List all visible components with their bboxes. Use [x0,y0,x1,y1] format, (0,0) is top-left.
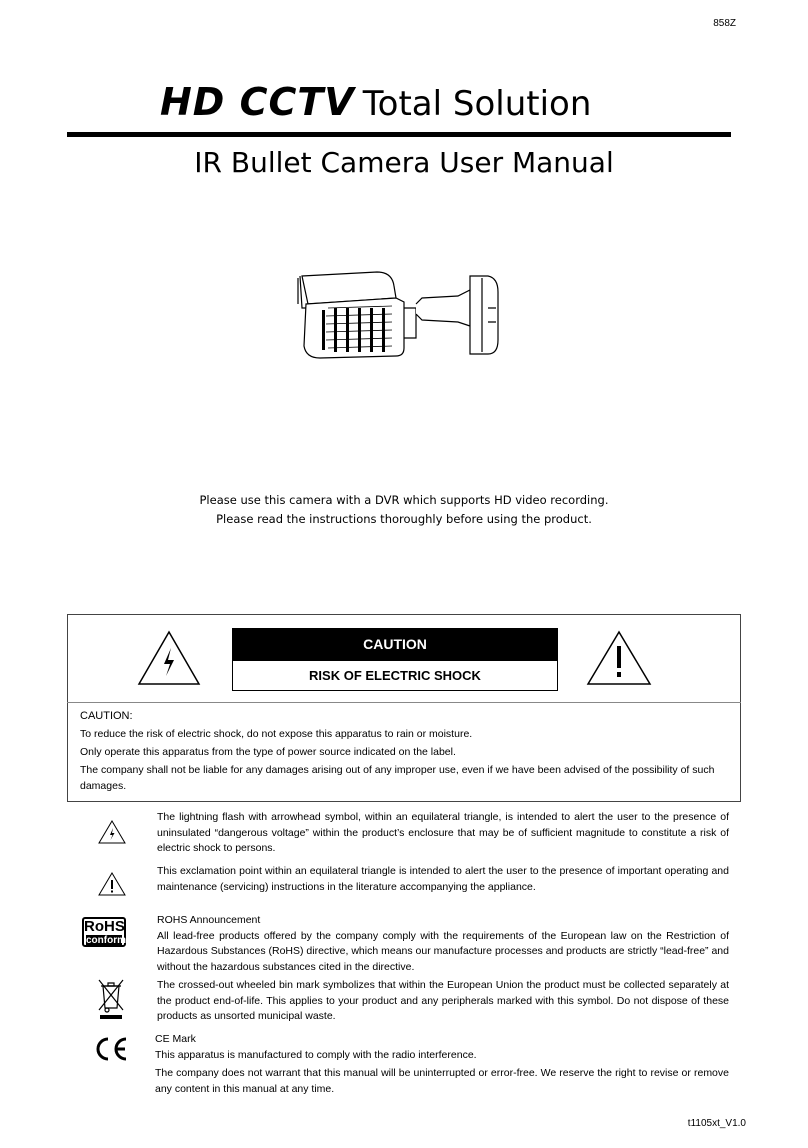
rohs-logo [82,917,126,947]
rohs-text [157,913,729,975]
caution-line: To reduce the risk of electric shock, do not expose this apparatus to rain or moisture. [80,728,473,740]
caution-line: The company shall not be liable for any damages arising out of any improper use, even if we have been advised of the possibility of such damages. [80,764,715,792]
rohs-logo-bottom: conform [86,935,126,946]
camera-illustration [292,268,504,364]
lightning-symbol-icon [98,820,126,844]
footer-version-code: t1105xt_V1.0 [687,1118,746,1129]
intro-line-2: Please read the instructions thoroughly before using the product. [216,512,592,526]
intro-text [0,491,808,529]
brand-header [160,82,650,122]
caution-box-divider [67,702,741,703]
risk-of-shock-banner: RISK OF ELECTRIC SHOCK [232,660,558,691]
header-rule [67,132,731,137]
exclamation-description: This exclamation point within an equilateral triangle is intended to alert the user to the presence of important operating and maintenance (servicing) instructions in the literature accompanying the appliance. [157,865,729,893]
caution-banner: CAUTION [232,628,558,660]
ce-text [155,1032,729,1097]
weee-text [157,978,729,1025]
lightning-warning-icon [137,630,201,686]
exclamation-symbol-icon [98,872,126,896]
weee-description: The crossed-out wheeled bin mark symbolizes that within the European Union the product must be collected separately at the product end-of-life. This applies to your product and any peripherals marked with this symbol. Do not dispose of these products as unsorted municipal waste. [157,979,729,1022]
lightning-description: The lightning flash with arrowhead symbol, within an equilateral triangle, is intended to alert the user to the presence of uninsulated “dangerous voltage” within the product’s enclosure that may be of sufficient magnitude to constitute a risk of electric shock to persons. [157,811,729,854]
exclamation-warning-icon [586,630,652,686]
intro-line-1: Please use this camera with a DVR which supports HD video recording. [199,493,609,507]
caution-line: Only operate this apparatus from the type of power source indicated on the label. [80,746,456,758]
ce-heading: CE Mark [155,1033,196,1045]
rohs-description: All lead-free products offered by the company comply with the requirements of the European law on the Restriction of Hazardous Substances (RoHS) directive, which means our manufacture processes and products are strictly “lead-free” and without the hazardous substances cited in the directive. [157,929,729,973]
crossed-bin-icon [96,978,126,1020]
caution-lines [80,726,732,796]
ce-description: This apparatus is manufactured to comply with the radio interference. [155,1048,477,1061]
page-title: IR Bullet Camera User Manual [194,146,614,179]
exclamation-symbol-text [157,864,729,895]
rohs-heading: ROHS Announcement [157,914,261,926]
caution-heading: CAUTION: [80,710,133,722]
brand-tagline: Total Solution [362,84,592,124]
disclaimer-text: The company does not warrant that this manual will be uninterrupted or error-free. We reserve the right to revise or remove any content in this manual at any time. [155,1067,729,1095]
rohs-logo-top: RoHS [84,918,125,935]
ce-mark-icon [92,1036,130,1062]
brand-logo: HD CCTV [160,80,355,124]
document-code: 858Z [713,18,736,29]
lightning-symbol-text [157,810,729,857]
